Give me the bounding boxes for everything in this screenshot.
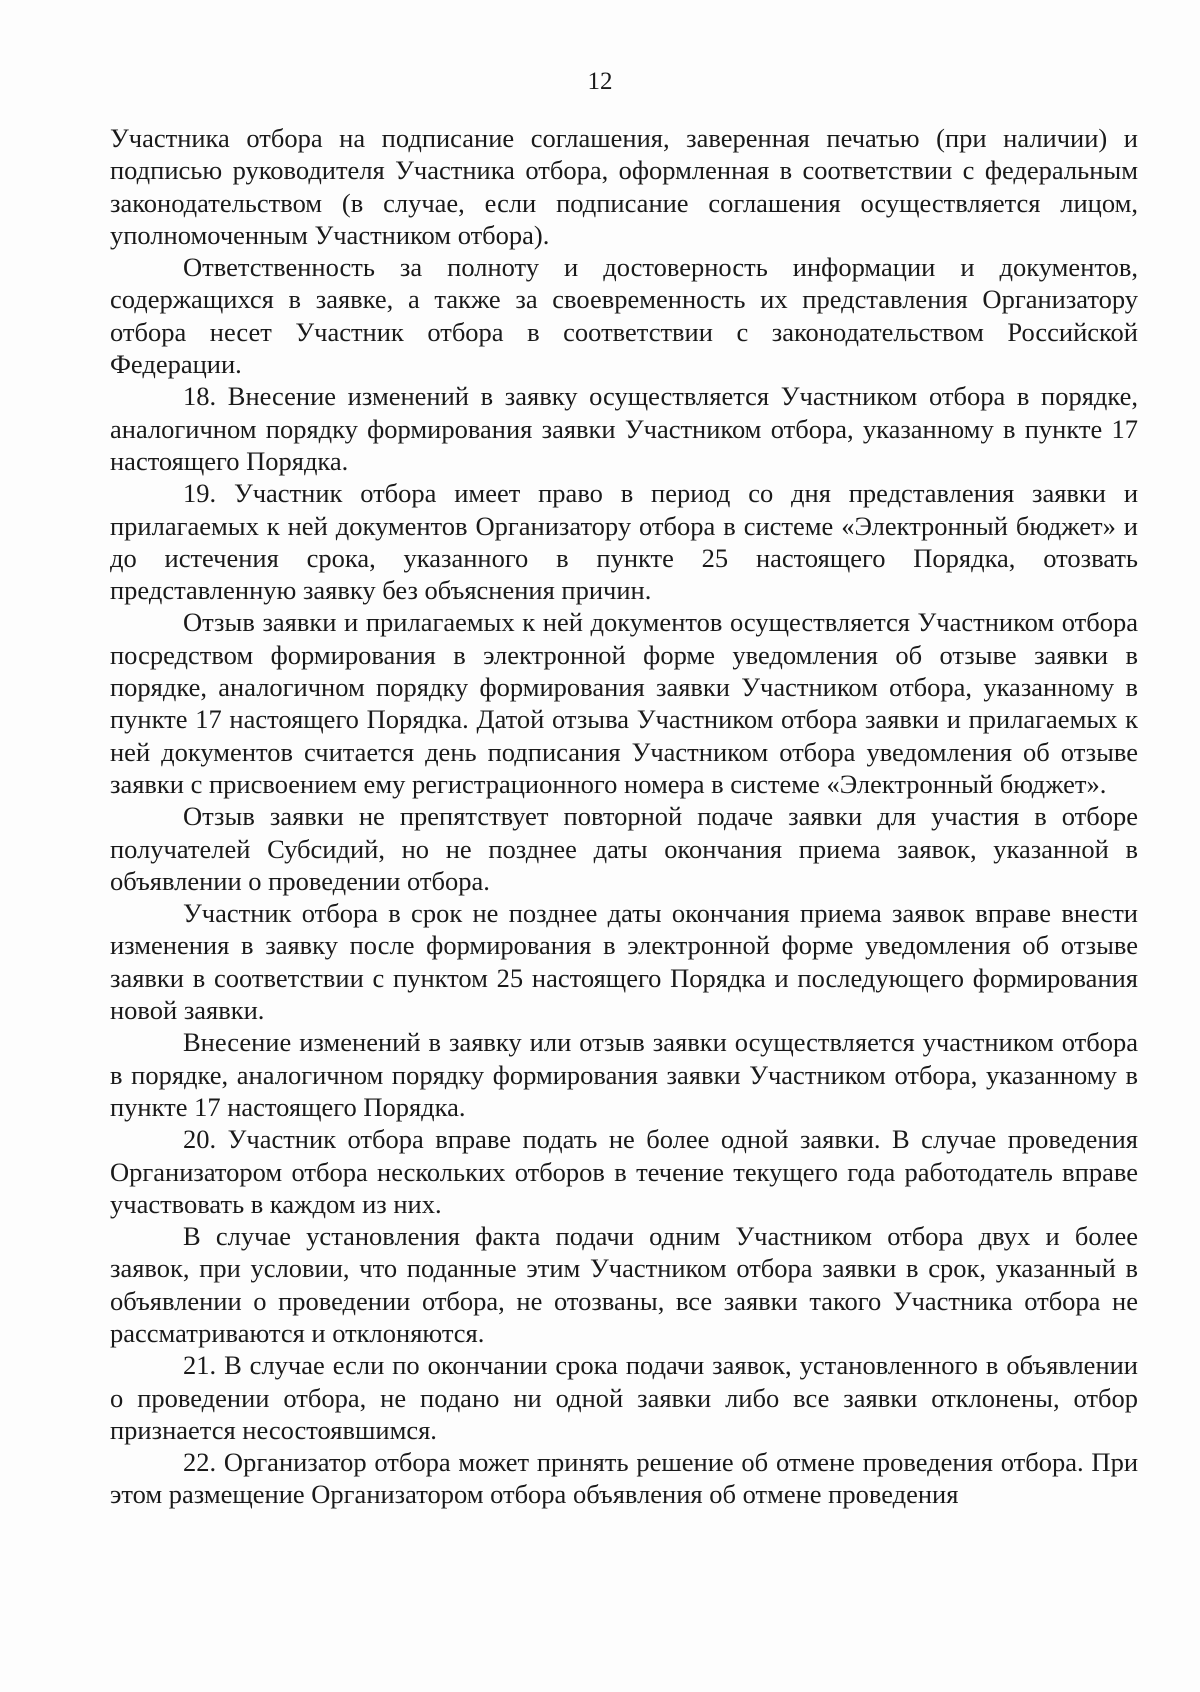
paragraph: Отзыв заявки и прилагаемых к ней документов осуществляется Участником отбора посредством формирования в электронной форме уведомления об отзыве заявки в порядке, аналогичном порядку формирования заявки Участником отбора, указанному в пункте 17 настоящего Порядка. Датой отзыва Участником отбора заявки и прилагаемых к ней документов считается день подписания Участником отбора уведомления об отзыве заявки с присвоением ему регистрационного номера в системе «Электронный бюджет». xyxy=(110,607,1138,799)
paragraph: В случае установления факта подачи одним Участником отбора двух и более заявок, при условии, что поданные этим Участником отбора заявки в срок, указанный в объявлении о проведении отбора, не отозваны, все заявки такого Участника отбора не рассматриваются и отклоняются. xyxy=(110,1221,1138,1348)
paragraph: Отзыв заявки не препятствует повторной подаче заявки для участия в отборе получателей Субсидий, но не позднее даты окончания приема заявок, указанной в объявлении о проведении отбора. xyxy=(110,801,1138,896)
paragraph-item-20: 20. Участник отбора вправе подать не более одной заявки. В случае проведения Организатором отбора нескольких отборов в течение текущего года работодатель вправе участвовать в каждом из них. xyxy=(110,1124,1138,1219)
paragraph: Участник отбора в срок не позднее даты окончания приема заявок вправе внести изменения в заявку после формирования в электронной форме уведомления об отзыве заявки в соответствии с пунктом 25 настоящего Порядка и последующего формирования новой заявки. xyxy=(110,898,1138,1026)
paragraph-item-18: 18. Внесение изменений в заявку осуществляется Участником отбора в порядке, аналогичном порядку формирования заявки Участником отбора, указанному в пункте 17 настоящего Порядка. xyxy=(110,381,1138,476)
paragraph: Участника отбора на подписание соглашения, заверенная печатью (при наличии) и подписью руководителя Участника отбора, оформленная в соответствии с федеральным законодательством (в случае, если подписание соглашения осуществляется лицом, уполномоченным Участником отбора). xyxy=(110,123,1138,250)
document-body xyxy=(110,122,1138,1511)
paragraph: Внесение изменений в заявку или отзыв заявки осуществляется участником отбора в порядке, аналогичном порядку формирования заявки Участником отбора, указанному в пункте 17 настоящего Порядка. xyxy=(110,1027,1138,1122)
paragraph-item-19: 19. Участник отбора имеет право в период со дня представления заявки и прилагаемых к ней документов Организатору отбора в системе «Электронный бюджет» и до истечения срока, указанного в пункте 25 настоящего Порядка, отозвать представленную заявку без объяснения причин. xyxy=(110,478,1138,606)
paragraph-item-22: 22. Организатор отбора может принять решение об отмене проведения отбора. При этом размещение Организатором отбора объявления об отмене проведения xyxy=(110,1447,1138,1510)
paragraph-item-21: 21. В случае если по окончании срока подачи заявок, установленного в объявлении о проведении отбора, не подано ни одной заявки либо все заявки отклонены, отбор признается несостоявшимся. xyxy=(110,1350,1138,1445)
page-number: 12 xyxy=(587,68,613,95)
paragraph: Ответственность за полноту и достоверность информации и документов, содержащихся в заявке, а также за своевременность их представления Организатору отбора несет Участник отбора в соответствии с законодательством Российской Федерации. xyxy=(110,252,1138,380)
